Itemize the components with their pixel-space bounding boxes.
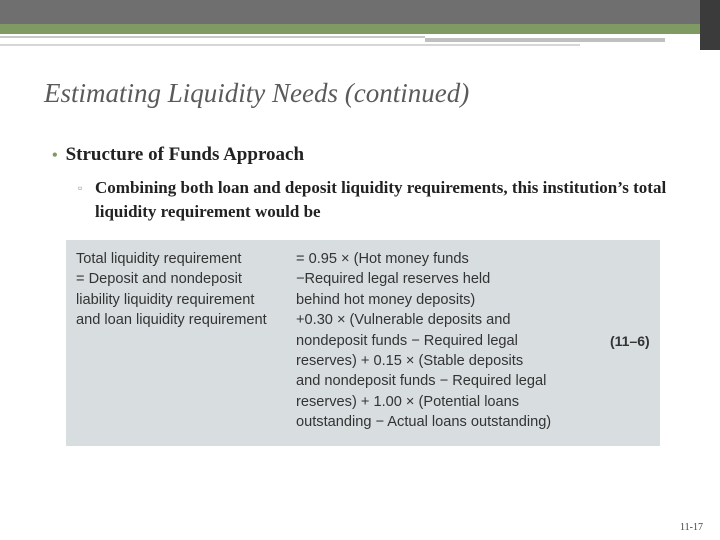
header-bar-gray [0,0,720,24]
header-rule-3 [0,44,580,46]
bullet-dot-icon: • [52,147,58,164]
formula-right-side [296,249,551,433]
formula-right-line: nondeposit funds − Required legal [296,332,518,349]
header-bar-green [0,24,700,34]
formula-right-line: outstanding − Actual loans outstanding) [296,414,552,431]
formula-box [66,240,660,446]
formula-left-line: Total liquidity requirement [76,251,242,267]
formula-left-line: and loan liquidity requirement [76,312,267,329]
bullet-1-text: Structure of Funds Approach [65,144,305,165]
formula-right-line: −Required legal reserves held [296,271,491,288]
page-number: 11-17 [680,522,703,533]
header-bar-dark [700,0,720,50]
equation-number: (11–6) [610,333,650,349]
formula-right-line: +0.30 × (Vulnerable deposits and [296,312,511,329]
formula-right-line: reserves) + 1.00 × (Potential loans [296,393,520,410]
formula-left-side [76,249,267,331]
formula-left-line: liability liquidity requirement [76,291,255,308]
formula-right-line: = 0.95 × (Hot money funds [296,251,469,267]
formula-right-line: and nondeposit funds − Required legal [296,373,547,390]
formula-right-line: reserves) + 0.15 × (Stable deposits [296,353,524,370]
sub-bullet-combining [78,176,678,224]
header-rule-1 [0,36,425,38]
bullet-structure-of-funds [52,144,304,166]
formula-left-line: = Deposit and nondeposit [76,271,242,288]
sub-bullet-square-icon: ▫ [78,181,83,195]
header-rule-2 [425,38,665,42]
sub-bullet-text: Combining both loan and deposit liquidity requirements, this institution’s total liquidity requirement would be [95,178,667,221]
slide-title: Estimating Liquidity Needs (continued) [44,78,470,108]
formula-right-line: behind hot money deposits) [296,291,476,308]
